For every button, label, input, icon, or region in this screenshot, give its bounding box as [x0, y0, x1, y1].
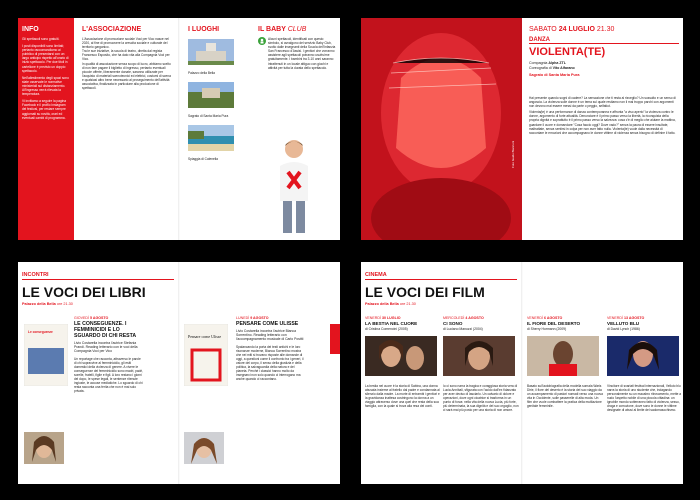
author-photo — [184, 432, 224, 464]
event-text: La bestia nel cuore è la storia di Sabina, una donna abusata insieme al fratello dal padre e condannata al silenzio dalla madre. La morte di entrambi i genitori e la gravidanza inattesa costringono la donna a un viaggio attraverso dove una quel che resta della sua famiglia, con la quale si trova alla resa dei conti. — [365, 383, 440, 409]
event-text: Violenta(te) è una performance di danza contemporanea e affronta "a viso aperto" la violenza contro le donne, argomento di forte attualità. Denunciare è il primo passo verso la libertà, la riconquista della propria dignità e soprattutto è il primo passo verso la salvezza: cosa c'è di meglio che aiutare la mattina, guardare il cuore e domandare "Cosa faccio oggi? Dove vado?" senza la paura di essere insultate, maltrattate, senza sentirsi in colpa per non aver fatto nulla. Violenta(te) vuole dalla necessità di raccontare le emozioni che accompagnano le donne vittime di violenza senza bisogno di definire il fatto. — [529, 110, 676, 135]
event-company: Compagnia Alpha ZTL — [529, 61, 566, 65]
book-event — [236, 316, 306, 381]
section-location: Palazzo della Bella ore 21.30 — [365, 302, 416, 306]
book-cover-title: Pensare come Ulisse — [188, 334, 222, 339]
event-author: di Sherry Hormann (2009) — [527, 327, 567, 332]
book-event — [74, 316, 144, 393]
section-title: LE VOCI DEI FILM — [365, 284, 485, 300]
film-still — [607, 336, 679, 376]
event-text: Hai presente quando sogni di cadere? La sensazione che ti resta al risveglio? Un sussulto e un senso di angoscia. La violenza sulle donne è un tema sul quale restiamo non il mai troppo parchi con argomenti non devono mai essere messi da parte o peggio, selfatiut. — [529, 96, 676, 109]
place-caption: Spiaggia di Calenella — [188, 157, 218, 161]
accent-bar — [330, 324, 340, 354]
spread-libri — [18, 262, 340, 484]
section-location: Palazzo della Bella ore 21.30 — [22, 302, 73, 306]
event-title: PENSARE COME ULISSE — [236, 321, 299, 327]
associazione-text: Tra le sue iniziative, la scuola di teatro, diretta dal regista Francesco Esposito, che ha dato vita alla Compagnia Voci per Vico. — [82, 49, 170, 62]
event-date: GIOVEDÌ 5 AGOSTO — [74, 316, 109, 320]
section-label: CINEMA — [365, 272, 517, 280]
event-date: LUNEDÌ 9 AGOSTO — [236, 316, 269, 320]
film-event — [607, 316, 683, 412]
page-fold — [521, 262, 523, 484]
palazzo-photo — [188, 39, 234, 65]
baby-club-title: IL BABY CLUB — [258, 26, 307, 33]
film-still — [527, 336, 599, 376]
event-title: VIOLENTA(TE) — [529, 46, 606, 58]
event-title: LE CONSEGUENZE. I FEMMINICIDI E LO SGUARDO DI CHI RESTA — [74, 321, 137, 339]
info-text: Nell'allestimento degli spazi sono state osservate le normative ministeriali sul distanziamento. All'ingresso verrà rilevata la temperatura. — [22, 75, 69, 97]
event-author: Livio Costarella incontra l'autrice Bianca Sorrentino. Reading letterario con l'accompagnamento musicale di Carlo Postiti — [236, 329, 304, 342]
event-date: MERCOLEDÌ 4 AGOSTO — [443, 316, 484, 320]
event-header — [529, 26, 679, 77]
page-fold — [178, 18, 180, 240]
event-date: VENERDÌ 6 AGOSTO — [527, 316, 563, 320]
event-category: DANZA — [529, 37, 679, 44]
info-title: INFO — [22, 26, 39, 33]
book-cover — [24, 324, 68, 386]
spread-event — [361, 18, 683, 240]
spread-info — [18, 18, 340, 240]
film-still — [365, 336, 437, 376]
film-event — [365, 316, 441, 408]
baby-club-column — [254, 18, 340, 78]
info-text: Gli spettacoli sono gratuiti. — [22, 37, 60, 41]
associazione-text: In qualità di associazione senza scopo di lucro, abbiamo scelto di non fare pagare il biglietto di ingresso, pertanto eventuali piccole offerte, liberamente donate, saranno utilizzate per l'acquisto di materiali scenotecnici ed elettrici, costumi di scena e qualsiasi altro bene necessario al proseguimento dell'attività associativa, finalizzata in particolare alla produzione di spettacoli. — [82, 61, 171, 91]
event-title: VELLUTO BLU — [607, 321, 640, 326]
event-title: IL FIORE DEL DESERTO — [527, 321, 581, 326]
event-description — [529, 96, 677, 135]
film-still — [443, 336, 515, 376]
luoghi-column — [184, 18, 250, 174]
event-author: di Cristina Comencini (2005) — [365, 327, 408, 332]
photo-credit: Foto Gaido Bianconi — [511, 140, 515, 168]
dancer-photo — [361, 18, 522, 240]
event-text: Io ci sono narra la tragica e coraggiosa storia vera di Lucia Annibali, sfigurata con l'acido dall'ex fidanzato per aver deciso di lasciarlo. Un calvario di dolore e operazioni, dove ogni cicatrice si trasforma in un punto di forza: nella vita della nuova Lucia, più forte, più determinata, la sua dignità e del suo orgoglio, non ci sarà mai più posto per una storia di non amore. — [443, 383, 519, 413]
associazione-column — [78, 18, 176, 98]
spread-film — [361, 262, 683, 484]
place-caption: Palazzo della Bella — [188, 71, 215, 75]
author-photo — [24, 432, 64, 464]
baby-club-text: Alcuni spettacoli, identificati con questo simbolo, si avvalgono del servizio Baby Club, svolto dalle insegnanti della Scuola dell'Infanzia San Francesco d'Assisi. I genitori che vorranno assistere agli spettacoli potranno usufruirne gratuitamente. I bambini tra 3-10 anni saranno intrattenuti in un locale attiguo con giochi e attività per tutta la durata dello spettacolo. — [268, 37, 336, 70]
book-cover — [184, 324, 228, 386]
event-text: Vincitore di svariati festival internazionali, Velluto blu narra la storia di uno studente che, indagando personalmente su un macabro ritrovamento, mette a nudo l'aspetto nobile di una piccola cittadina: un ignobile mondo sotterraneo fatto di violenza, sesso, droga e corruzione, dove sono le donne le vittime designate di abusi al limite del sadomasochismo. — [607, 383, 682, 413]
event-date: VENERDÌ 13 AGOSTO — [607, 316, 645, 320]
luoghi-title: I LUOGHI — [188, 26, 220, 33]
associazione-text: L'Associazione di promozione sociale Voci per Vico nasce nel 2020, al fine di promuovere la crescita sociale e culturale del territorio garganico. — [82, 37, 169, 50]
section-title: LE VOCI DEI LIBRI — [22, 284, 146, 300]
info-column — [18, 18, 74, 240]
book-cover-title: Le conseguenze — [28, 330, 53, 334]
event-date: VENERDÌ 30 LUGLIO — [365, 316, 401, 320]
associazione-title: L'ASSOCIAZIONE — [82, 26, 142, 33]
info-text: Vi invitiamo a seguire la pagina Facebook e il profilo Instagram del festival, per restare sempre aggiornati su novità, orari ed eventuali cambi di programma. — [22, 99, 67, 120]
event-title: LA BESTIA NEL CUORE — [365, 321, 418, 326]
section-label: INCONTRI — [22, 272, 174, 280]
info-text: I posti disponibili sono limitati; pertanto raccomandiamo ai pubblico di presentarsi con un largo anticipo rispetto all'orario di inizio spettacolo. Per due titoli in cartellone è previsto un doppio spettacolo. — [22, 44, 69, 73]
event-place: Sagrato di Santa Maria Pura — [529, 73, 580, 78]
page-fold — [178, 262, 180, 484]
event-choreography: Coreografia di Vito Alfarano — [529, 65, 575, 70]
spiaggia-photo — [188, 125, 234, 151]
event-title: CI SONO — [443, 321, 463, 326]
event-author: di Luciano Manuzzi (2004) — [443, 327, 483, 332]
film-event — [443, 316, 519, 412]
event-date: SABATO 24 LUGLIO 21.30 — [529, 26, 615, 33]
event-author: di David Lynch (1986) — [607, 327, 640, 332]
sagrato-photo — [188, 82, 234, 108]
event-text: Spalancando la porta dei testi antichi e le loro risonanze moderne, Bianca Sorrentino mostra che nei miti si trovano risposte alle domande di oggi, a questioni come il confronto tra i generi, il valore del corpo, il senso della giustizia e della politica, la salvaguardia della natura e del pianeta. Perché i classici hanno molto da insegnarci non solo quando ci interrogano ma anche quando ci raccontano. — [236, 344, 304, 382]
event-text: Basato sull'autobiografia della modella somala Waris Dirie, il fiore del deserto è la storia del suo viaggio da un accampamento di pastori nomadi verso una nuova vita in Occidente, sulle passerelle di alta moda. Un film che vuole combattere la pratica della mutilazione genitale femminile. — [527, 383, 603, 409]
film-event — [527, 316, 603, 408]
event-text: Un reportage che racconta, attraverso le parole di chi sopravvive al femminicidio, gli esiti domestici della violenza di genere. A vivere le conseguenze del femminicidio sono madri, padri, sorelle, fratelli, figlie e figli. A loro restano i giorni del dopo, le spese legali, le sentenze ritenute ingiuste, le accuse mediatiche. Lo sguardo di chi resta racconta una ferita che non è mai solo privata. — [74, 356, 144, 394]
child-photo — [274, 136, 314, 236]
event-author: Livio Costarella incontra l'autrice Stefania Prandi. Reading letterario con le voci della Compagnia Voci per Vico — [74, 341, 138, 354]
baby-club-icon — [258, 37, 266, 45]
place-caption: Sagrato di Santa Maria Pura — [188, 114, 229, 118]
